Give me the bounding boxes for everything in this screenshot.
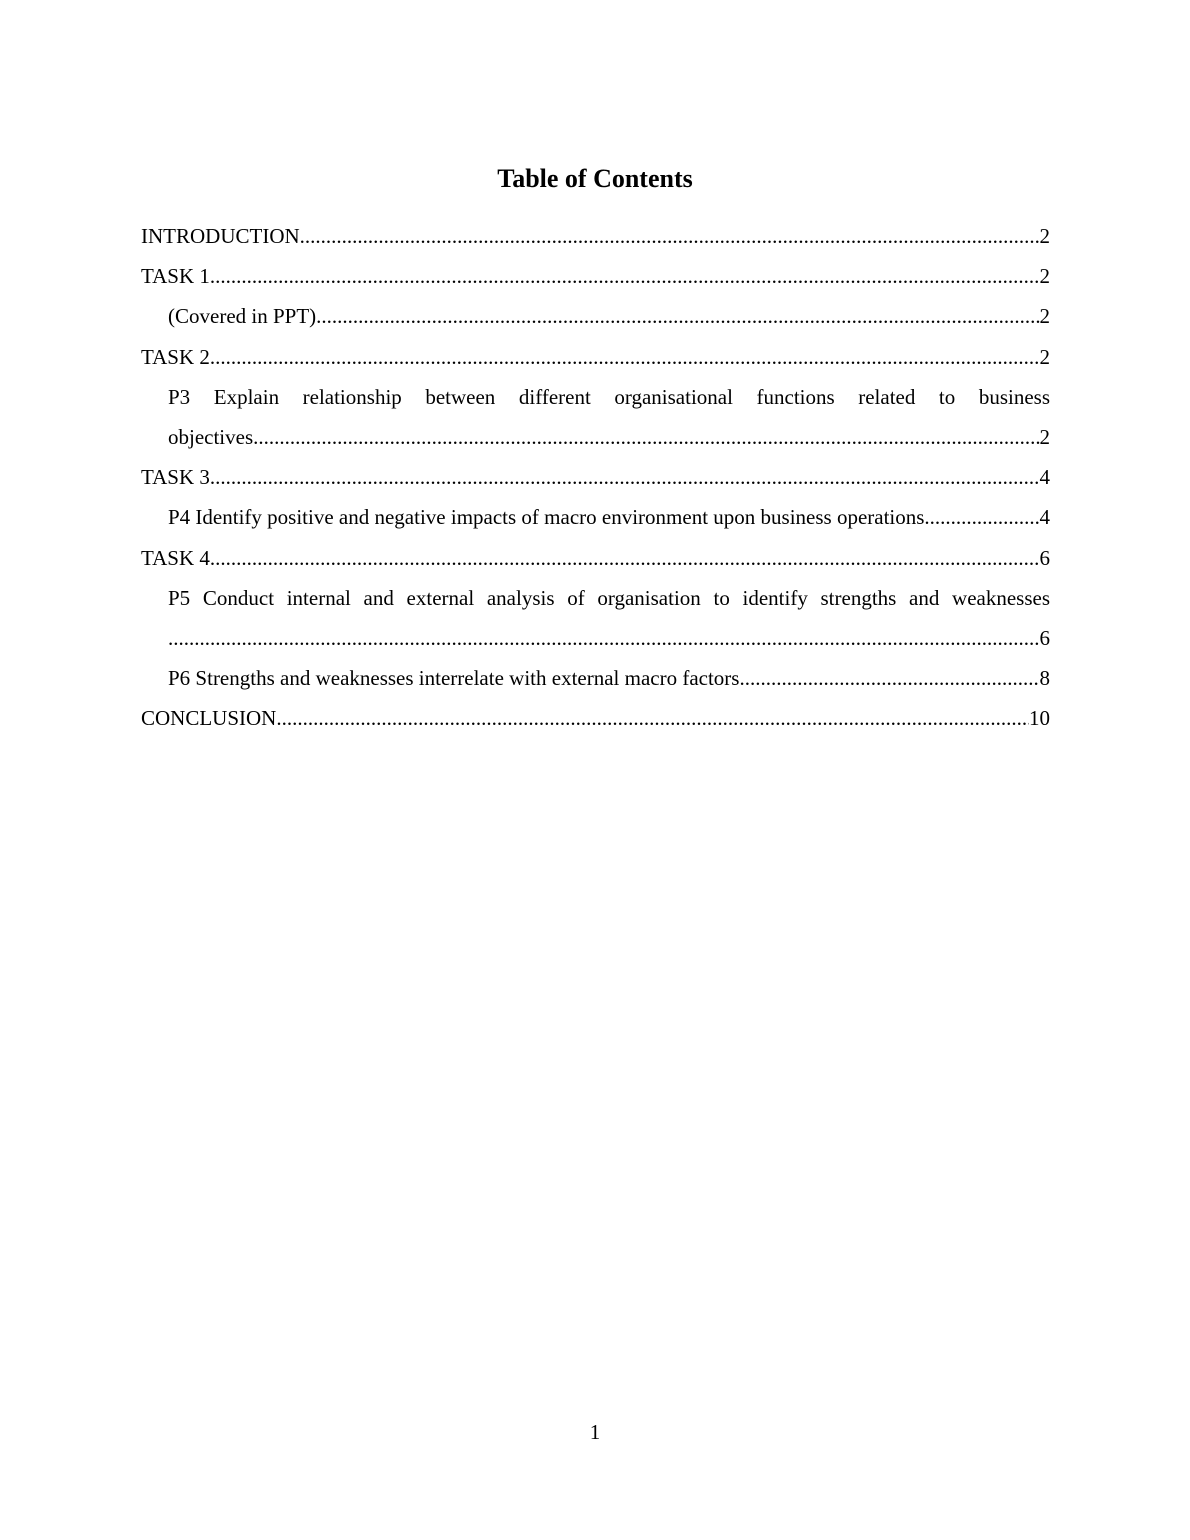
- toc-entry-label: CONCLUSION: [141, 706, 277, 731]
- toc-entry-conclusion[interactable]: [141, 698, 1050, 738]
- toc-entry-p6[interactable]: [141, 658, 1050, 698]
- dot-leader: [300, 216, 1040, 256]
- toc-entry-covered-in-ppt[interactable]: [141, 296, 1050, 336]
- toc-entry-page: 4: [1039, 465, 1050, 490]
- toc-entry-label-line-1: P5 Conduct internal and external analysis of organisation to identify strengths and weaknesses: [168, 585, 1050, 610]
- toc-entry-task-1[interactable]: [141, 256, 1050, 296]
- toc-entry-line-2: [168, 618, 1050, 658]
- toc-entry-label: TASK 4: [141, 545, 210, 570]
- toc-entry-p5[interactable]: [141, 578, 1050, 658]
- dot-leader: [210, 256, 1040, 296]
- toc-entry-page: 2: [1039, 425, 1050, 450]
- dot-leader: [276, 698, 1029, 738]
- toc-entry-page: 2: [1039, 264, 1050, 289]
- toc-entry-task-4[interactable]: [141, 538, 1050, 578]
- toc-entry-introduction[interactable]: [141, 216, 1050, 256]
- toc-entry-page: 2: [1039, 224, 1050, 248]
- dot-leader: [924, 497, 1039, 537]
- toc-entry-p3[interactable]: [141, 377, 1050, 457]
- dot-leader: [210, 337, 1040, 377]
- toc-entry-label: (Covered in PPT): [168, 304, 317, 329]
- toc-entry-task-3[interactable]: [141, 457, 1050, 497]
- page-number: 1: [589, 1420, 601, 1444]
- dot-leader: [253, 417, 1039, 457]
- toc-entry-page: 6: [1039, 545, 1050, 570]
- toc-entry-label-line-2: objectives: [168, 425, 254, 450]
- dot-leader: [316, 296, 1039, 336]
- dot-leader: [210, 457, 1040, 497]
- toc-entry-page: 2: [1039, 304, 1050, 329]
- toc-entry-label-line-1: P3 Explain relationship between different organisational functions related to business: [168, 384, 1050, 409]
- toc-entry-label: TASK 1: [141, 264, 210, 289]
- toc-entry-label: P4 Identify positive and negative impacts of macro environment upon business operations: [168, 505, 925, 530]
- toc-entry-page: 2: [1039, 344, 1050, 369]
- toc-entry-page: 8: [1039, 666, 1050, 691]
- table-of-contents: [141, 216, 1050, 739]
- toc-entry-task-2[interactable]: [141, 337, 1050, 377]
- dot-leader: [168, 618, 1040, 658]
- toc-entry-page: 4: [1039, 505, 1050, 530]
- toc-entry-line-2: [168, 417, 1050, 457]
- toc-entry-label: P6 Strengths and weaknesses interrelate with external macro factors: [168, 666, 740, 691]
- toc-entry-label: INTRODUCTION: [141, 224, 300, 248]
- dot-leader: [210, 538, 1040, 578]
- toc-entry-label: TASK 3: [141, 465, 210, 490]
- toc-entry-label: TASK 2: [141, 344, 210, 369]
- toc-entry-p4[interactable]: [141, 497, 1050, 537]
- dot-leader: [739, 658, 1039, 698]
- toc-entry-page: 6: [1039, 626, 1050, 651]
- toc-entry-page: 10: [1029, 706, 1050, 731]
- toc-title: Table of Contents: [497, 164, 693, 193]
